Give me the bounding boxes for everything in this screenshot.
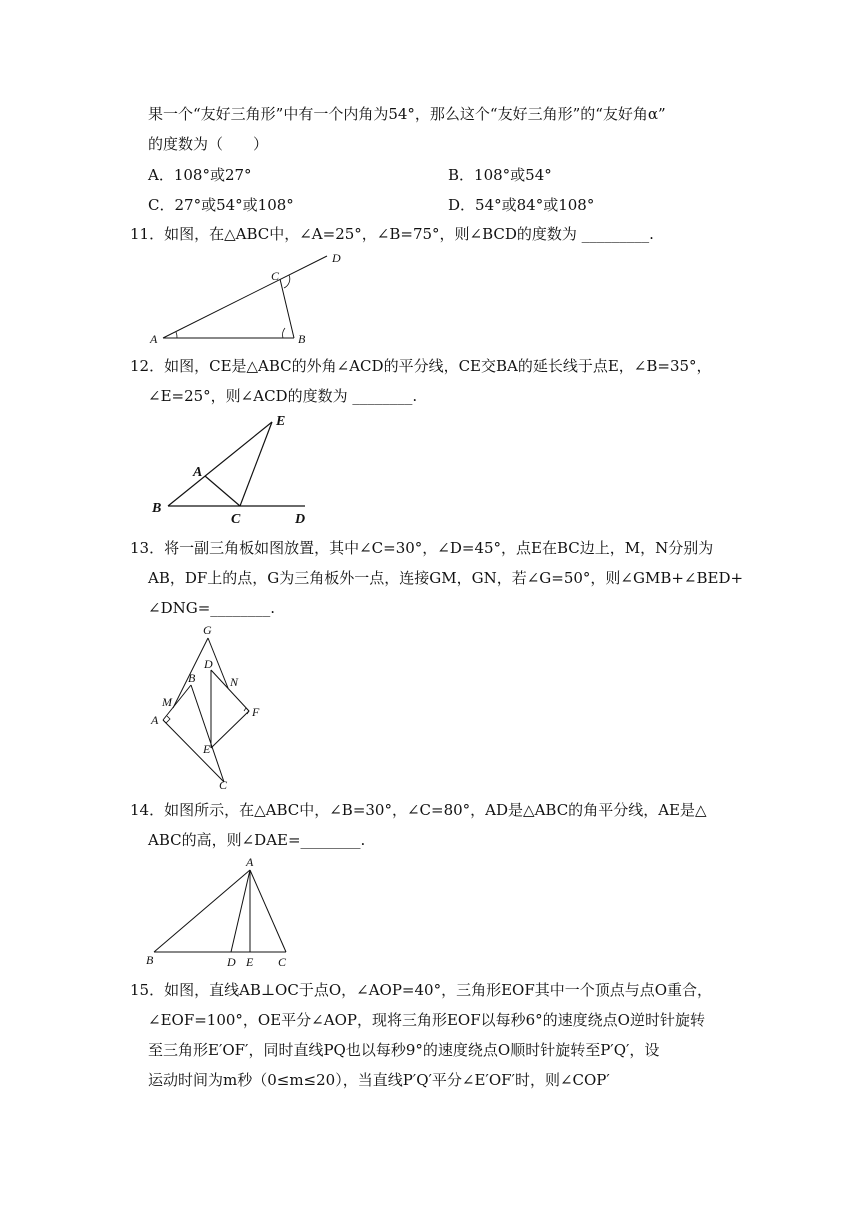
q10-text-line1: 果一个“友好三角形”中有一个内角为54°，那么这个“友好三角形”的“友好角α”: [148, 105, 666, 123]
q13-label-g: G: [203, 623, 212, 637]
q14-label-b: B: [146, 953, 154, 967]
q12-label-d: D: [295, 512, 306, 527]
q14-label-e: E: [246, 955, 254, 969]
q12-label-c: C: [231, 512, 241, 527]
q10-option-d: D．54°或84°或108°: [448, 196, 595, 214]
q13-label-c: C: [219, 778, 228, 792]
q11-label-d: D: [332, 251, 341, 265]
q13-label-f: F: [252, 705, 260, 719]
q14-text-line1: 14．如图所示，在△ABC中，∠B=30°，∠C=80°，AD是△ABC的角平分线，AE是△: [130, 801, 707, 819]
q12-text-line2: ∠E=25°，则∠ACD的度数为 ________.: [148, 387, 418, 405]
q11-label-a: A: [150, 332, 158, 346]
q15-text-line2: ∠EOF=100°，OE平分∠AOP，现将三角形EOF以每秒6°的速度绕点O逆时针旋转: [148, 1011, 705, 1029]
q13-label-a: A: [151, 713, 159, 727]
q12-text-line1: 12．如图，CE是△ABC的外角∠ACD的平分线，CE交BA的延长线于点E，∠B=35°，: [130, 357, 712, 375]
q13-label-e: E: [203, 742, 211, 756]
q13-label-n: N: [230, 675, 239, 689]
q15-text-line1: 15．如图，直线AB⊥OC于点O，∠AOP=40°，三角形EOF其中一个顶点与点O重合，: [130, 981, 713, 999]
q10-option-c: C．27°或54°或108°: [148, 196, 294, 214]
q12-label-e: E: [276, 414, 286, 429]
q14-label-a: A: [246, 855, 254, 869]
q12-label-a: A: [193, 465, 203, 480]
q10-text-line2: 的度数为（ ）: [148, 135, 269, 153]
q13-text-line1: 13．将一副三角板如图放置，其中∠C=30°，∠D=45°，点E在BC边上，M，N分别为: [130, 539, 714, 557]
q13-text-line2: AB，DF上的点，G为三角板外一点，连接GM，GN，若∠G=50°，则∠GMB+∠BED+: [148, 569, 744, 587]
q13-label-b: B: [188, 671, 196, 685]
q11-text: 11．如图，在△ABC中，∠A=25°，∠B=75°，则∠BCD的度数为 _________.: [130, 225, 654, 243]
q14-text-line2: ABC的高，则∠DAE=________.: [148, 831, 366, 849]
q14-label-c: C: [278, 955, 287, 969]
q14-figure: [142, 852, 302, 972]
q15-text-line4: 运动时间为m秒（0≤m≤20），当直线P′Q′平分∠E′OF′时，则∠COP′: [148, 1071, 610, 1089]
q13-label-d: D: [204, 657, 213, 671]
q13-text-line3: ∠DNG=________.: [148, 599, 276, 617]
q13-figure: [145, 622, 275, 792]
q12-label-b: B: [152, 501, 162, 516]
q11-figure: [145, 248, 355, 348]
q14-label-d: D: [227, 955, 236, 969]
q11-label-b: B: [298, 332, 306, 346]
q12-figure: [148, 410, 318, 530]
q10-option-b: B．108°或54°: [448, 166, 552, 184]
q10-option-a: A．108°或27°: [148, 166, 252, 184]
q15-text-line3: 至三角形E′OF′，同时直线PQ也以每秒9°的速度绕点O顺时针旋转至P′Q′，设: [148, 1041, 660, 1059]
q11-label-c: C: [271, 269, 280, 283]
q13-label-m: M: [162, 695, 172, 709]
